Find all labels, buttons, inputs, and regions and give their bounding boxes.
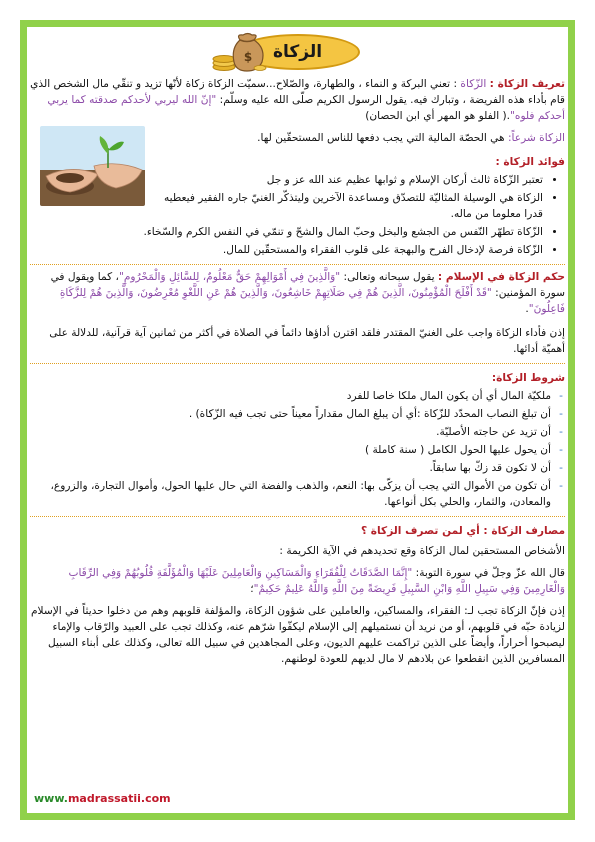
list-item: - أن تزيد عن حاجته الأصليّة.	[30, 424, 551, 440]
money-bag-icon	[210, 30, 268, 72]
list-item: • تعتبر الزّكاة ثالث أركان الإسلام و ثوابها عظيم عند الله عز و جل	[30, 172, 543, 188]
recipients-explanation: إذن فإنّ الزكاة تجب لـ: الفقراء، والمساكين، والعاملين على شؤون الزكاة، والمؤلفة قلوبهم وهم من دخلوا حديثاً في الإسلام لزيادة حبّه في قلوبهم، أو من نريد أن نستميلهم إلى الإسلام ليكفّوا شرّهم عنه، وكذلك تجب على العبيد والرّقاب والإماء ليصبحوا أحراراً، وأيضاً على الذين تراكمت عليهم الديون، وعلى المجاهدين في سبيل الله تعالى، وكذلك على أبناء السبيل المسافرين الذين انقطعوا عن بلادهم لا مال لديهم للعودة لوطنهم.	[30, 605, 565, 665]
ruling-verse-2: "قَدْ أَفْلَحَ الْمُؤْمِنُونَ، الَّذِينَ هُمْ فِي صَلَاتِهِمْ خَاشِعُونَ، وَالَّذِينَ هُمْ عَنِ اللَّغْوِ مُعْرِضُونَ، وَالَّذِينَ هُمْ لِلزَّكَاةِ فَاعِلُونَ"	[59, 287, 565, 315]
svg-text:$: $	[243, 50, 253, 64]
definition-paragraph	[30, 76, 565, 124]
conditions-list	[30, 388, 565, 510]
plant-hands-image	[40, 126, 145, 206]
recipients-end: ؛	[250, 583, 254, 595]
sharia-text: هي الحصّة المالية التي يجب دفعها للناس المستحقّين لها.	[257, 132, 508, 144]
conditions-heading: شروط الزكاة:	[491, 372, 565, 384]
footer-site: madrassatii.com	[67, 792, 171, 805]
document-body	[30, 28, 565, 818]
ruling-conclusion: إذن فأداء الزكاة واجب على الغنيّ المقتدر فلقد اقترن أداؤها دائماً في الصلاة في أكثر من ثمانين آية قرآنية، للدلالة على أهميّة أدائها.	[49, 327, 565, 355]
hadith-note: .( الفلو هو المهر أي ابن الحصان)	[365, 110, 511, 122]
recipients-verse: "إِنَّمَا الصَّدَقَاتُ لِلْفُقَرَاءِ وَالْمَسَاكِينِ وَالْعَامِلِينَ عَلَيْهَا وَالْمُؤَلَّفَةِ قُلُوبُهُمْ وَفِي الرِّقَابِ وَالْغَارِمِينَ وَفِي سَبِيلِ اللَّهِ وَابْنِ السَّبِيلِ فَرِيضَةً مِنَ اللَّهِ وَاللَّهُ عَلِيمٌ حَكِيمٌ"	[68, 567, 565, 595]
ruling-verse-1: "وَالَّذِينَ فِي أَمْوَالِهِمْ حَقٌّ مَعْلُومٌ، لِلسَّائِلِ وَالْمَحْرُومِ"	[118, 271, 341, 283]
list-item: • الزّكاة تطهّر النّفس من الجشع والبخل وحبّ المال والشحّ و تنمّي في النفس الكرم والسّخاء.	[30, 224, 543, 240]
recipients-verse-paragraph	[30, 565, 565, 597]
ruling-paragraph	[30, 269, 565, 317]
site-footer-link[interactable]	[34, 792, 171, 805]
recipients-line: الأشخاص المستحقين لمال الزكاة وقع تحديدهم في الآية الكريمة :	[279, 545, 565, 557]
list-item: - أن لا تكون قد زكّ بها سابقاً.	[30, 460, 551, 476]
divider	[30, 264, 565, 265]
ruling-end: .	[525, 303, 529, 315]
ruling-intro: يقول سبحانه وتعالى:	[340, 271, 438, 283]
list-item: - أن تكون من الأموال التي يجب أن يزكّى بها: النعم، والذهب والفضة التي حال عليها الحول، وأموال التجارة، والزروع، والمعادن، والثمار، والحلي بكل أنواعها.	[30, 478, 551, 510]
recipients-heading: مصارف الزكاة : أي لمن تصرف الزكاة ؟	[360, 525, 565, 537]
benefits-heading: فوائد الزكاة :	[495, 156, 565, 168]
footer-www: www.	[34, 792, 68, 805]
recipients-intro: قال الله عزّ وجلّ في سورة التوبة:	[412, 567, 565, 579]
page-title: الزكاة	[236, 34, 360, 70]
sharia-term: الزكاة شرعاً:	[507, 132, 565, 144]
hadith-quote: "إنّ الله ليربي لأحدكم صدقته كما يربي أحدكم فلوه"	[47, 94, 565, 122]
list-item: - أن تبلغ النصاب المحدّد للزّكاة :أي أن يبلغ المال مقداراً معيناً حتى تجب فيه الزّكاة) .	[30, 406, 551, 422]
list-item: • الزّكاة فرصة لإدخال الفرح والبهجة على قلوب الفقراء والمستحقّين للمال.	[30, 242, 543, 258]
list-item: - أن يحول عليها الحول الكامل ( سنة كاملة )	[30, 442, 551, 458]
list-item: • الزكاة هي الوسيلة المثاليّة للتصدّق ومساعدة الآخرين وليتذكّر الغنيّ جاره الفقير فيعطيه قدرا معلوما من ماله.	[30, 190, 543, 222]
definition-heading: تعريف الزكاة :	[489, 78, 565, 90]
divider	[30, 363, 565, 364]
definition-text: : تعني البركة و النماء ، والطهارة، والصّلاح...سميّت الزكاة زكاة لأنّها تزيد و تنقّي مال الشخص الذي قام بأداء هذه الفريضة ، وتبارك فيه. يقول الرسول الكريم صلّى الله عليه وسلّم:	[30, 78, 565, 106]
list-item: - ملكيّة المال أي أن يكون المال ملكا خاصا للفرد	[30, 388, 551, 404]
ruling-heading: حكم الزكاة في الإسلام :	[437, 271, 565, 283]
title-area	[30, 28, 565, 74]
definition-term: الزّكاة	[460, 78, 487, 90]
divider	[30, 516, 565, 517]
ruling-mid: ، كما ويقول في سورة المؤمنين:	[50, 271, 565, 299]
